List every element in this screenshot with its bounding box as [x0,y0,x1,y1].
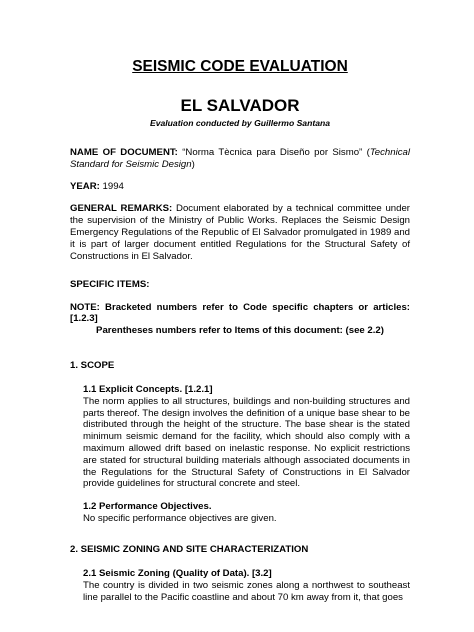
name-translation: Technical Standard for Seismic Design [70,147,410,170]
document-title: SEISMIC CODE EVALUATION [132,58,348,75]
subsection-1-1 [70,384,410,490]
subsection-1-2-text: No specific performance objectives are given. [83,512,277,524]
name-of-document [70,147,410,171]
subsection-1-1-heading: 1.1 Explicit Concepts. [1.2.1] [83,384,213,396]
year-line [70,181,410,193]
year-label: YEAR: [70,181,100,193]
subsection-1-2-heading: 1.2 Performance Objectives. [83,500,212,512]
remarks-label: GENERAL REMARKS: [70,203,173,215]
note-line-2: Parentheses numbers refer to Items of this document: (see 2.2) [96,325,384,337]
remarks-text: Document elaborated by a technical committee under the supervision of the Ministry of Public Works. Replaces the Seismic Design Emergency Regulations of the Republic of El Salvador promulgated in 1989 and it is part of larger document entitled Regulations for the Structural Safety of Constructions in El Salvador. [70,203,410,262]
specific-items-heading: SPECIFIC ITEMS: [70,279,150,291]
name-value: “Norma Tècnica para Diseño por Sismo” ( [182,147,370,158]
subsection-2-1-text: The country is divided in two seismic zones along a northwest to southeast line parallel to the Pacific coastline and about 70 km away from it, that goes [83,580,410,603]
subsection-1-1-text: The norm applies to all structures, buildings and non-building structures and parts thereof. The design involves the definition of a unique base shear to be distributed through the height of the structure. The base shear is the stated minimum seismic demand for the facility, which should also comply with a maximum allowed drift based on inelastic response. No explicit restrictions are stated for structural building materials although associated documents in the Regulations for the Structural Safety of Constructions in El Salvador provide guidelines for structural concrete and steel. [83,395,410,490]
year-value: 1994 [102,181,124,193]
byline: Evaluation conducted by Guillermo Santana [149,118,331,128]
subsection-1-2 [70,501,410,525]
name-close: ) [191,158,195,170]
name-label: NAME OF DOCUMENT: [70,147,178,158]
subsection-2-1-heading: 2.1 Seismic Zoning (Quality of Data). [3.2] [83,568,272,580]
note-line-1: NOTE: Bracketed numbers refer to Code specific chapters or articles: [1.2.3] [70,301,410,325]
country-heading: EL SALVADOR [180,96,300,115]
section-scope-heading: 1. SCOPE [70,360,115,372]
subsection-2-1 [70,568,410,603]
section-zoning-heading: 2. SEISMIC ZONING AND SITE CHARACTERIZATION [70,544,309,556]
general-remarks [70,203,410,262]
